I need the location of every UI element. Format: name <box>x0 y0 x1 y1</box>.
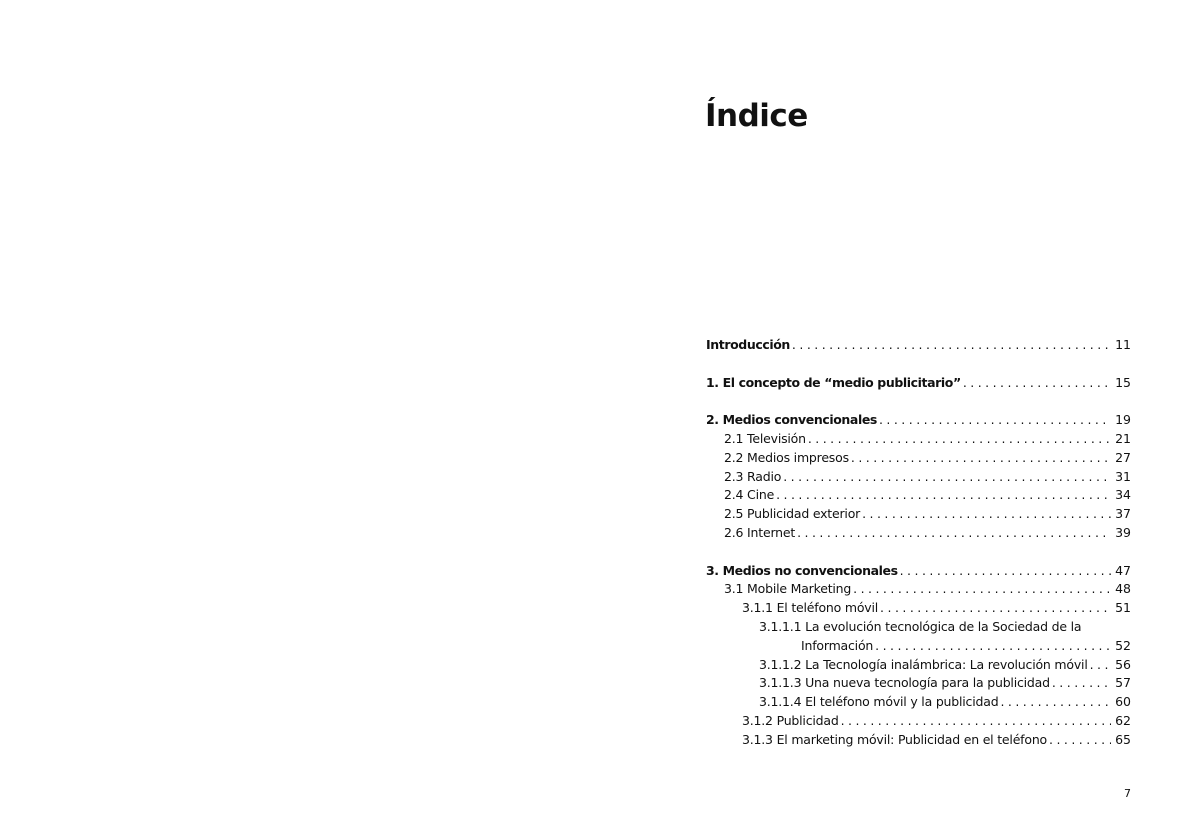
toc-entry-label: 1. El concepto de “medio publicitario” <box>706 374 961 390</box>
toc-entry-label-continuation: Información <box>801 637 874 653</box>
dot-leader <box>1000 693 1111 712</box>
toc-entry-2-1 <box>706 430 1131 449</box>
toc-entry-page: 56 <box>1115 656 1131 672</box>
toc-entry-page: 48 <box>1115 581 1131 597</box>
dot-leader <box>1052 674 1111 693</box>
toc-entry-label: 3. Medios no convencionales <box>706 562 898 578</box>
toc-entry-introduccion <box>706 336 1131 355</box>
toc-entry-page: 37 <box>1115 506 1131 522</box>
toc-entry-label: 2.4 Cine <box>724 487 775 503</box>
toc-entry-label: 3.1.1.4 El teléfono móvil y la publicidad <box>759 694 999 710</box>
table-of-contents <box>706 336 1131 750</box>
toc-entry-2-2 <box>706 449 1131 468</box>
dot-leader <box>841 712 1111 731</box>
toc-entry-label: 3.1.1.2 La Tecnología inalámbrica: La revolución móvil <box>759 656 1088 672</box>
dot-leader <box>1090 656 1111 675</box>
toc-entry-3-1 <box>706 580 1131 599</box>
toc-entry-label: 3.1.1 El teléfono móvil <box>742 600 879 616</box>
toc-entry-3-1-1-1 <box>706 618 1131 637</box>
toc-entry-page: 34 <box>1115 487 1131 503</box>
toc-entry-page: 65 <box>1115 731 1131 747</box>
toc-entry-page: 39 <box>1115 524 1131 540</box>
toc-entry-3-1-3 <box>706 731 1131 750</box>
toc-entry-chapter-1 <box>706 374 1131 393</box>
dot-leader <box>862 505 1111 524</box>
dot-leader <box>853 580 1111 599</box>
toc-entry-page: 47 <box>1115 562 1131 578</box>
dot-leader <box>797 524 1111 543</box>
dot-leader <box>783 468 1111 487</box>
toc-entry-chapter-2 <box>706 411 1131 430</box>
toc-entry-page: 62 <box>1115 712 1131 728</box>
toc-entry-label: 3.1.2 Publicidad <box>742 712 839 728</box>
toc-entry-2-5 <box>706 505 1131 524</box>
page-number: 7 <box>1124 787 1131 800</box>
toc-entry-2-4 <box>706 486 1131 505</box>
toc-entry-page: 60 <box>1115 694 1131 710</box>
toc-entry-label: 2.6 Internet <box>724 524 796 540</box>
toc-entry-3-1-1 <box>706 599 1131 618</box>
toc-entry-page: 11 <box>1115 337 1131 352</box>
toc-entry-label: 3.1.3 El marketing móvil: Publicidad en el teléfono <box>742 731 1048 747</box>
toc-entry-3-1-1-2 <box>706 656 1131 675</box>
toc-entry-page: 31 <box>1115 468 1131 484</box>
toc-entry-page: 21 <box>1115 430 1131 446</box>
dot-leader <box>851 449 1111 468</box>
dot-leader <box>963 374 1111 393</box>
toc-entry-page: 52 <box>1115 637 1131 653</box>
dot-leader <box>875 637 1111 656</box>
toc-entry-page: 19 <box>1115 412 1131 428</box>
toc-entry-label: 2.3 Radio <box>724 468 782 484</box>
toc-entry-label: 2.5 Publicidad exterior <box>724 506 861 522</box>
toc-entry-label: 3.1 Mobile Marketing <box>724 581 852 597</box>
dot-leader <box>808 430 1111 449</box>
page-title: Índice <box>705 98 808 134</box>
dot-leader <box>900 562 1111 581</box>
toc-entry-label: 2.1 Televisión <box>724 430 806 446</box>
toc-entry-2-3 <box>706 468 1131 487</box>
toc-entry-3-1-1-4 <box>706 693 1131 712</box>
toc-entry-3-1-1-3 <box>706 674 1131 693</box>
toc-entry-3-1-2 <box>706 712 1131 731</box>
dot-leader <box>1049 731 1111 750</box>
toc-entry-label: 3.1.1.3 Una nueva tecnología para la publicidad <box>759 675 1050 691</box>
dot-leader <box>776 486 1111 505</box>
toc-entry-label: 2. Medios convencionales <box>706 412 877 428</box>
toc-entry-2-6 <box>706 524 1131 543</box>
toc-entry-chapter-3 <box>706 562 1131 581</box>
dot-leader <box>792 336 1111 355</box>
toc-entry-label: 3.1.1.1 La evolución tecnológica de la Sociedad de la <box>759 618 1082 634</box>
dot-leader <box>880 599 1111 618</box>
toc-entry-label: Introducción <box>706 337 790 352</box>
toc-entry-3-1-1-1-continuation <box>706 637 1131 656</box>
toc-entry-page: 15 <box>1115 374 1131 390</box>
toc-entry-page: 57 <box>1115 675 1131 691</box>
dot-leader <box>879 411 1111 430</box>
toc-entry-label: 2.2 Medios impresos <box>724 449 849 465</box>
toc-entry-page: 51 <box>1115 600 1131 616</box>
toc-entry-page: 27 <box>1115 449 1131 465</box>
